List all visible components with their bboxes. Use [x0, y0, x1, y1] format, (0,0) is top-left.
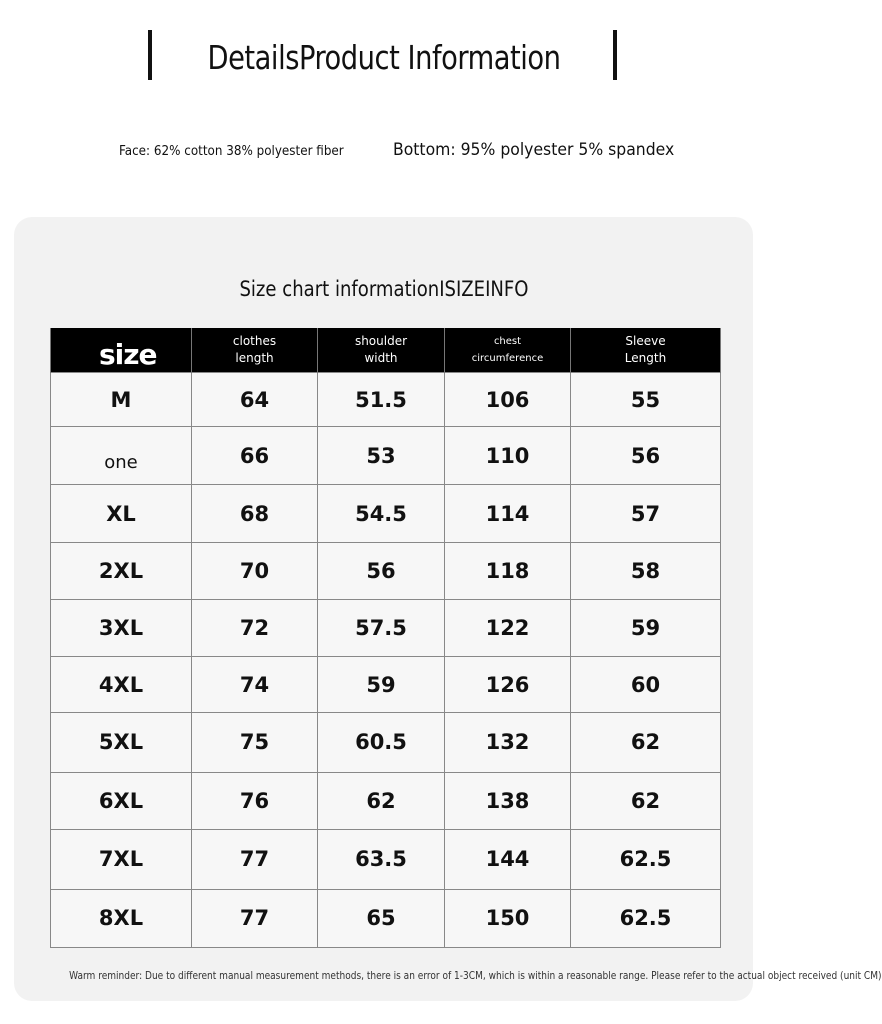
table-row	[51, 657, 721, 712]
shoulder-width-cell: 51.5	[318, 373, 445, 427]
shoulder-width-cell: 60.5	[318, 712, 445, 772]
header-clothes-length-line1: clothes	[232, 334, 277, 348]
clothes-length-cell: 77	[192, 889, 318, 947]
warm-reminder: Warm reminder: Due to different manual measurement methods, there is an error of 1-3CM, which is within a reasonable range. Please refer to the actual object received (unit CM)	[69, 969, 882, 982]
size-cell: 2XL	[51, 543, 192, 600]
size-table-body	[51, 373, 721, 948]
clothes-length-cell: 77	[192, 829, 318, 889]
table-row	[51, 772, 721, 829]
clothes-length-cell: 64	[192, 373, 318, 427]
header-size: size	[51, 328, 192, 373]
sleeve-length-cell: 59	[571, 600, 721, 657]
sleeve-length-cell: 57	[571, 485, 721, 543]
header-sleeve-length	[571, 328, 721, 373]
face-material-text: Face: 62% cotton 38% polyester fiber	[119, 144, 344, 159]
shoulder-width-cell: 53	[318, 427, 445, 485]
chest-cell: 144	[445, 829, 571, 889]
shoulder-width-cell: 63.5	[318, 829, 445, 889]
size-chart-title: Size chart informationISIZEINFO	[239, 277, 529, 301]
size-cell: M	[51, 373, 192, 427]
sleeve-length-cell: 58	[571, 543, 721, 600]
clothes-length-cell: 70	[192, 543, 318, 600]
clothes-length-cell: 76	[192, 772, 318, 829]
size-cell: 4XL	[51, 657, 192, 712]
table-row	[51, 712, 721, 772]
header-clothes-length	[192, 328, 318, 373]
header-clothes-length-line2: length	[235, 351, 274, 365]
shoulder-width-cell: 59	[318, 657, 445, 712]
table-row	[51, 427, 721, 485]
header-chest-line2: circumference	[471, 353, 544, 364]
page-title: DetailsProduct Information	[207, 38, 561, 77]
chest-cell: 122	[445, 600, 571, 657]
header	[0, 0, 768, 110]
sleeve-length-cell: 60	[571, 657, 721, 712]
chest-cell: 110	[445, 427, 571, 485]
sleeve-length-cell: 55	[571, 373, 721, 427]
shoulder-width-cell: 54.5	[318, 485, 445, 543]
size-cell: one	[51, 427, 192, 485]
title-bar-right	[613, 30, 617, 80]
table-row	[51, 543, 721, 600]
chest-cell: 114	[445, 485, 571, 543]
size-cell: 5XL	[51, 712, 192, 772]
shoulder-width-cell: 65	[318, 889, 445, 947]
shoulder-width-cell: 56	[318, 543, 445, 600]
header-chest-line1: chest	[493, 336, 522, 347]
header-sleeve-line1: Sleeve	[625, 334, 666, 348]
chest-cell: 138	[445, 772, 571, 829]
bottom-material-text: Bottom: 95% polyester 5% spandex	[393, 140, 675, 160]
chest-cell: 150	[445, 889, 571, 947]
chest-cell: 118	[445, 543, 571, 600]
clothes-length-cell: 66	[192, 427, 318, 485]
sleeve-length-cell: 62.5	[571, 829, 721, 889]
header-shoulder-width-line2: width	[364, 351, 398, 365]
sleeve-length-cell: 56	[571, 427, 721, 485]
materials-section	[0, 140, 768, 170]
table-row	[51, 889, 721, 947]
clothes-length-cell: 72	[192, 600, 318, 657]
sleeve-length-cell: 62	[571, 712, 721, 772]
table-header-row	[51, 328, 721, 373]
chest-cell: 126	[445, 657, 571, 712]
sleeve-length-cell: 62.5	[571, 889, 721, 947]
chest-cell: 106	[445, 373, 571, 427]
size-cell: 7XL	[51, 829, 192, 889]
table-row	[51, 485, 721, 543]
size-cell: 8XL	[51, 889, 192, 947]
header-shoulder-width	[318, 328, 445, 373]
clothes-length-cell: 68	[192, 485, 318, 543]
chest-cell: 132	[445, 712, 571, 772]
sleeve-length-cell: 62	[571, 772, 721, 829]
clothes-length-cell: 74	[192, 657, 318, 712]
header-chest-circumference	[445, 328, 571, 373]
header-shoulder-width-line1: shoulder	[354, 334, 408, 348]
size-table	[50, 328, 721, 948]
clothes-length-cell: 75	[192, 712, 318, 772]
header-sleeve-line2: Length	[624, 351, 667, 365]
shoulder-width-cell: 57.5	[318, 600, 445, 657]
size-cell: XL	[51, 485, 192, 543]
size-cell: 6XL	[51, 772, 192, 829]
table-row	[51, 829, 721, 889]
shoulder-width-cell: 62	[318, 772, 445, 829]
size-cell: 3XL	[51, 600, 192, 657]
table-row	[51, 600, 721, 657]
table-row	[51, 373, 721, 427]
